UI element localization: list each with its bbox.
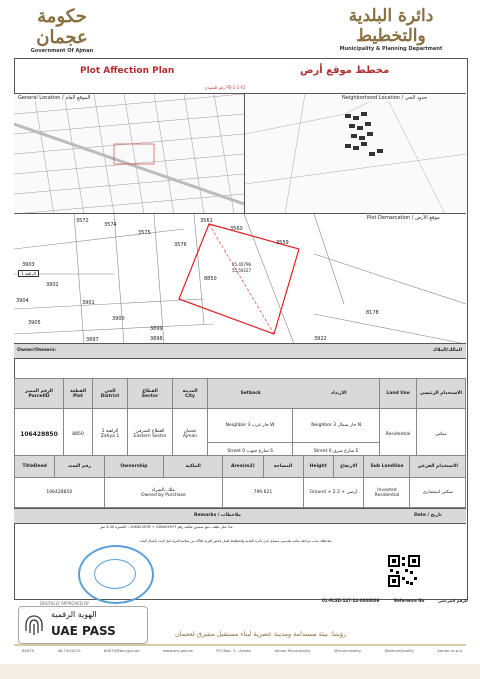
remarks-label-en: Remarks / <box>194 513 220 518</box>
plot-id-label: 3922 <box>314 336 327 342</box>
header-ownership-en: Ownership <box>104 456 164 478</box>
date-label <box>414 513 442 518</box>
government-logo-ar: حكومة عجمان <box>36 6 88 48</box>
footer-slogan: رؤيتنا: بيئة مستدامة ومدينة عصرية لبناء مستقبل مشرق لعجمان <box>175 630 347 638</box>
plot-id-label: 3559 <box>276 240 289 246</box>
remarks-line-1: بناء على طلب دمج سندين ملكية رقم 106425977 + 106423578 ، الكسرة 3.00 متر <box>100 525 233 529</box>
date-label-en: Date / <box>414 513 430 518</box>
municipality-logo <box>316 6 466 52</box>
header-city: المدينة City <box>173 379 208 409</box>
header-area-ar: المساحة <box>263 456 303 478</box>
instagram-link[interactable]: @amunicipality <box>384 648 414 653</box>
municipality-logo-en: Municipality & Planning Department <box>339 46 443 52</box>
header-sector: القطاع Sector <box>128 379 173 409</box>
remarks-label <box>194 513 241 518</box>
district-value: الزاهية 1 Zahya 1 <box>93 409 128 460</box>
setback-north: Neighbor 3 جار غرب W <box>208 409 293 443</box>
header-district: الحي District <box>93 379 128 409</box>
header-deed-ar: رقم السند <box>55 456 104 478</box>
reference-label-ar: الرقم المرجعي <box>438 598 468 603</box>
remarks-header <box>14 508 466 524</box>
header-plot: القطعة Plot <box>64 379 93 409</box>
header-ownership-ar: الملكية <box>164 456 223 478</box>
header-setback <box>208 379 380 409</box>
landuse-en: Residential <box>380 409 417 460</box>
plot-id-label: 3576 <box>174 242 187 248</box>
neighborhood-location-map <box>245 93 466 214</box>
setback-east: Street 0 شارع شرق E <box>293 443 380 460</box>
general-location-map <box>14 93 245 214</box>
deed-value: 106428850 <box>15 478 105 508</box>
footer-pattern <box>0 664 480 679</box>
setback-ar: الارتداد <box>330 391 347 396</box>
official-seal <box>78 545 154 604</box>
plot-id-label: 3897 <box>86 337 99 343</box>
plot-id-label: 3905 <box>28 320 41 326</box>
youtube-link[interactable]: Ajman-m-p-d <box>437 648 462 653</box>
form-code: رقم النموذج PS-1-1-F2 <box>205 85 246 90</box>
sector-value: القطاع الشرقي Eastern Sector <box>128 409 173 460</box>
owners-label-ar: المالك/الملاك <box>432 348 462 353</box>
neighborhood-label-en: Neighborhood Location / <box>342 95 404 101</box>
title-ar: مخطط موقع أرض <box>300 65 390 76</box>
digitally-approved-label: DIGITALLY APPROVED BY <box>40 601 90 606</box>
remarks-line-2: ملاحظة: يجب مراجعة مكتب هندسي مسجل لدى دائرة البلدية والتخطيط لعمل فحص التربة للتأكد من سلامة التربة قبل البدء بأعمال البناء <box>140 539 332 543</box>
plot-id-label: 3898 <box>150 336 163 342</box>
government-logo <box>22 6 102 54</box>
plot-id-label: 3902 <box>46 282 59 288</box>
setback-en: Setback <box>240 391 261 396</box>
plot-demarcation-map <box>14 213 466 344</box>
owners-row <box>14 343 466 359</box>
general-location-label <box>16 95 92 101</box>
plot-id-label: 8178 <box>366 310 379 316</box>
demarcation-map-svg <box>14 214 466 344</box>
general-label-en: General Location / <box>18 95 64 101</box>
ownership-table <box>14 455 466 508</box>
qr-code[interactable] <box>388 555 420 587</box>
uae-pass-badge <box>18 606 148 644</box>
plot-id-label: 3560 <box>230 226 243 232</box>
sublanduse-ar: سكني استثماري <box>410 478 466 508</box>
neighborhood-map-svg <box>245 94 466 214</box>
plot-id-label: 3899 <box>150 326 163 332</box>
plot-id-label: 3903 <box>22 262 35 268</box>
plot-details-table <box>14 378 466 460</box>
plot-id-label: 3575 <box>138 230 151 236</box>
city-value: عجمان Ajman <box>173 409 208 460</box>
header-height-en: Height <box>303 456 333 478</box>
setback-south: Neighbor 3 جار شمال N <box>293 409 380 443</box>
plot-id-label: 3904 <box>16 298 29 304</box>
zone-badge: الزاهية 1 <box>18 270 39 277</box>
plot-id-label: 3561 <box>200 218 213 224</box>
reference-number: 01-PLSD-147-24-0000006 <box>322 598 380 603</box>
website-link[interactable]: www.am.gov.ae <box>162 648 193 653</box>
general-map-svg <box>14 94 244 214</box>
owners-label-en: Owner/Owners: <box>17 348 57 353</box>
header-height-ar: الارتفاع <box>333 456 363 478</box>
po-box: P.O Box: 3 - Ajman <box>216 648 252 653</box>
footer-divider <box>14 644 466 646</box>
header-parcel: الرقم المميز ParcelID <box>15 379 64 409</box>
header-sublanduse-ar: الاستخدام الفرعي <box>410 456 466 478</box>
uae-pass-en: UAE PASS <box>51 624 116 638</box>
reference-label-en: Reference No <box>394 598 425 603</box>
sublanduse-en: Invested Residential <box>364 478 410 508</box>
government-logo-en: Government Of Ajman <box>30 48 94 54</box>
uae-pass-ar: الهوية الرقمية <box>51 610 97 619</box>
demarcation-label-ar: موقع الأرض <box>415 215 440 221</box>
plot-id-label: 8850 <box>204 276 217 282</box>
demarcation-label-en: Plot Demarcation / <box>367 215 414 221</box>
plot-id-label: 3900 <box>112 316 125 322</box>
neighborhood-label-ar: حدود الحي <box>404 95 428 101</box>
remarks-label-ar: ملاحظات <box>220 513 241 518</box>
header-landuse-ar: الاستخدام الرئيسي <box>417 379 466 409</box>
parcel-id: 106428850 <box>15 409 64 460</box>
header-landuse-en: Land Use <box>380 379 417 409</box>
header-sublanduse-en: Sub LandUse <box>364 456 410 478</box>
plot-demarcation-label <box>365 215 442 221</box>
plot-number: 8850 <box>64 409 93 460</box>
date-label-ar: تاريخ <box>430 513 442 518</box>
facebook-link[interactable]: Ajman Municipality <box>274 648 311 653</box>
landuse-ar: سكني <box>417 409 466 460</box>
plot-id-label: 3572 <box>76 218 89 224</box>
setback-west: Street 0 شارع جنوب S <box>208 443 293 460</box>
phone-toll-free: 80070 <box>22 648 35 653</box>
ownership-value: ملك بالشراء Owned by Purchase <box>104 478 223 508</box>
phone: 06-7443210 <box>57 648 81 653</box>
footer-contacts <box>22 648 462 653</box>
general-label-ar: الموقع العام <box>65 95 91 101</box>
area-value: 799.621 <box>223 478 303 508</box>
neighborhood-location-label <box>340 95 429 101</box>
plot-id-label: 3901 <box>82 300 95 306</box>
coordinate-1: 25.40796 <box>232 262 252 267</box>
plot-id-label: 3574 <box>104 222 117 228</box>
email-link[interactable]: 80070@am.gov.ae <box>103 648 140 653</box>
header-area-en: Area(m2) <box>223 456 263 478</box>
height-value: Ground + 2 أرضي + 2 <box>303 478 364 508</box>
fingerprint-icon <box>23 613 45 637</box>
title-en: Plot Affection Plan <box>80 66 175 76</box>
header-deed-en: TitleDeed <box>15 456 55 478</box>
coordinate-2: 55.59227 <box>232 268 252 273</box>
municipality-logo-ar: دائرة البلدية والتخطيط <box>348 6 434 46</box>
twitter-link[interactable]: @municipality <box>334 648 362 653</box>
